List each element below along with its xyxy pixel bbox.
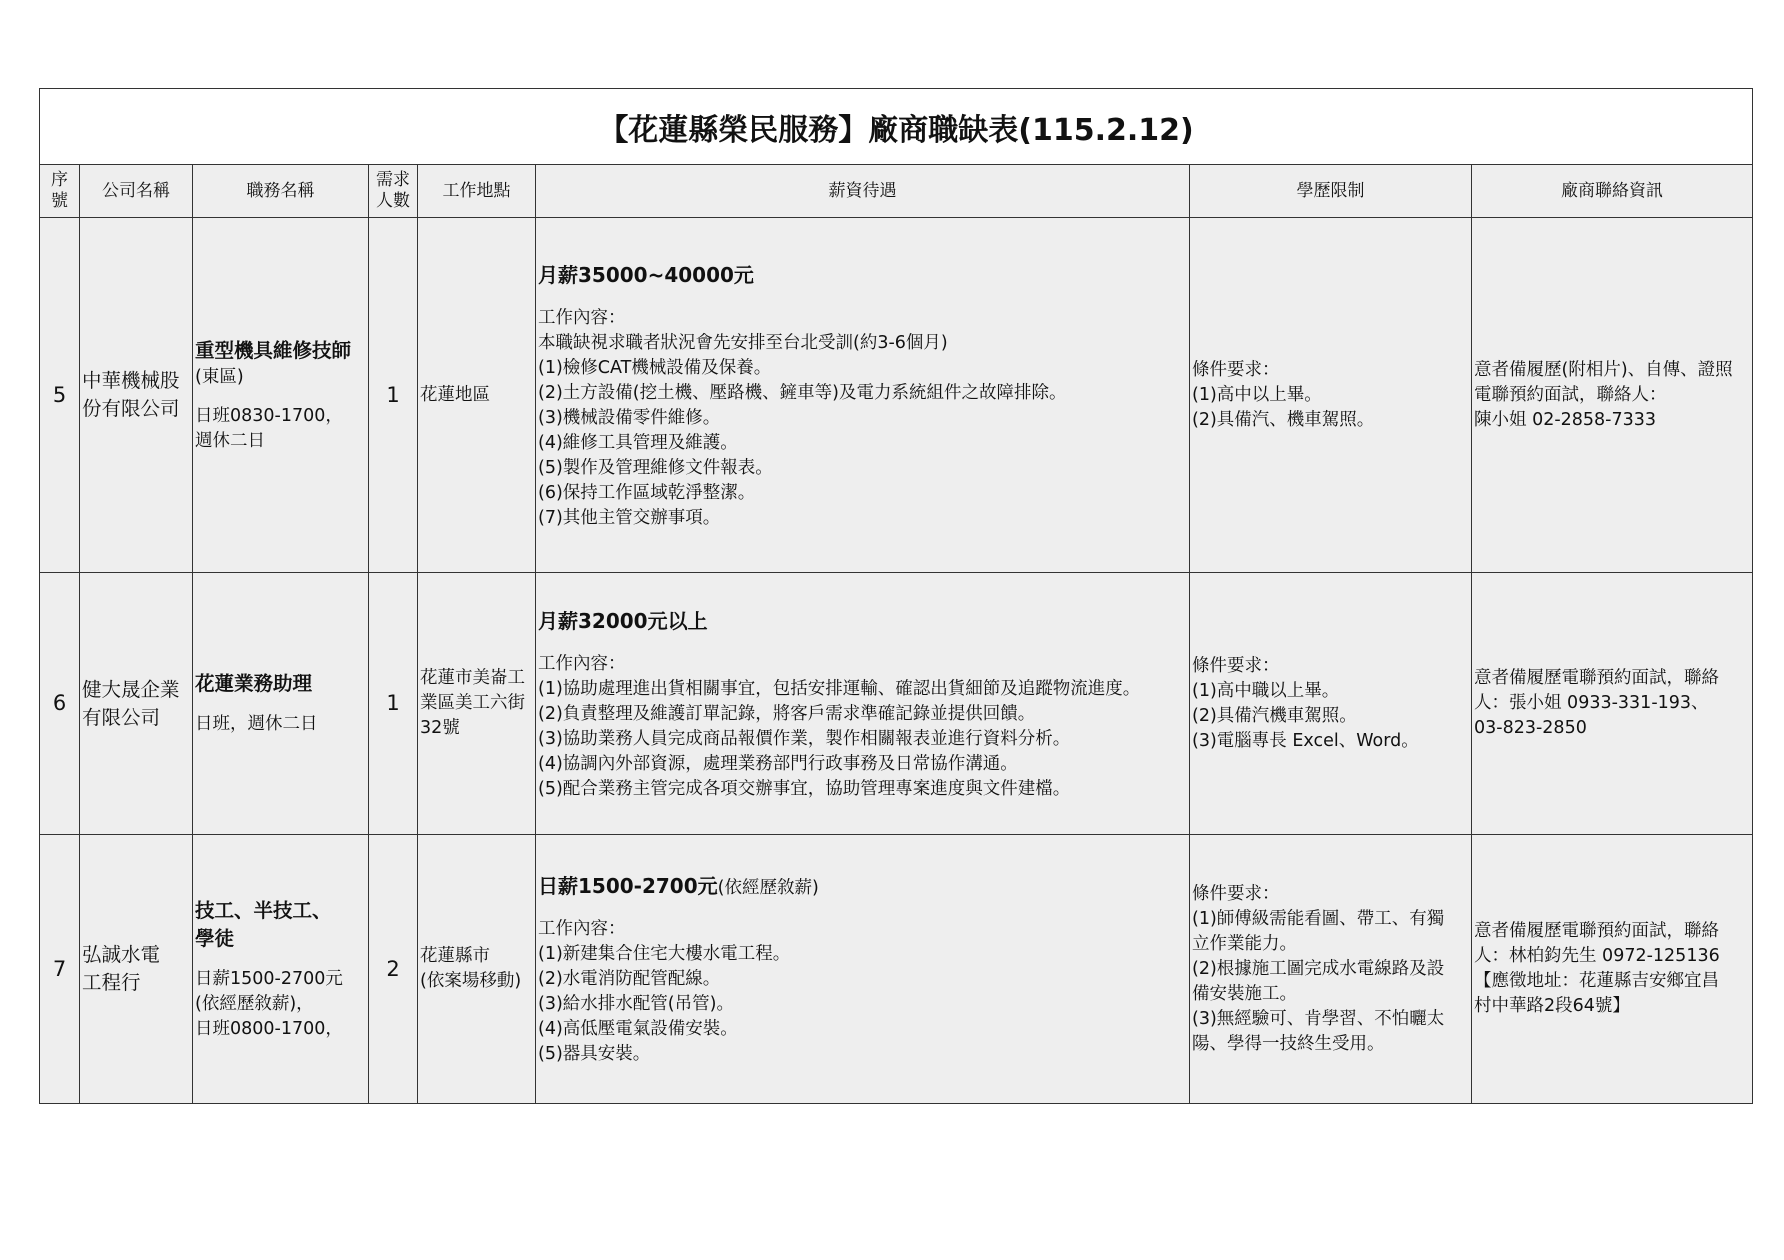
work-location xyxy=(418,835,536,1104)
text-line: 人：張小姐 0933-331-193、 xyxy=(1474,693,1709,713)
work-location xyxy=(418,573,536,835)
text-line: 花蓮縣市 xyxy=(420,946,490,966)
job-rows xyxy=(40,218,1753,1104)
company-name xyxy=(80,573,193,835)
text-line: (依經歷敘薪)， xyxy=(195,993,314,1014)
header-education: 學歷限制 xyxy=(1190,165,1472,218)
company-name xyxy=(80,835,193,1104)
header-company: 公司名稱 xyxy=(80,165,193,218)
salary-amount: 日薪1500-2700元 xyxy=(538,874,718,898)
salary-details xyxy=(536,835,1190,1104)
text-line: 本職缺視求職者狀況會先安排至台北受訓(約3-6個月) xyxy=(538,332,948,353)
text-line: (7)其他主管交辦事項。 xyxy=(538,507,721,528)
header-num: 序 號 xyxy=(40,165,80,218)
contact-info xyxy=(1472,573,1753,835)
table-row xyxy=(40,573,1753,835)
job-name xyxy=(193,573,369,835)
text-line: (依案場移動) xyxy=(420,971,522,991)
salary-amount: 月薪32000元以上 xyxy=(538,608,708,633)
text-line: (2)負責整理及維護訂單記錄，將客戶需求準確記錄並提供回饋。 xyxy=(538,703,1036,724)
salary-note: (依經歷敘薪) xyxy=(717,878,819,898)
job-vacancy-table xyxy=(39,88,1753,1104)
text-line: (2)土方設備(挖土機、壓路機、鏟車等)及電力系統組件之故障排除。 xyxy=(538,382,1067,403)
header-count: 需求 人數 xyxy=(369,165,418,218)
text-line: 日班，週休二日 xyxy=(195,714,318,734)
text-line: 份有限公司 xyxy=(82,397,180,420)
job-name xyxy=(193,835,369,1104)
text-line: (4)高低壓電氣設備安裝。 xyxy=(538,1019,738,1039)
text-line: 弘誠水電 xyxy=(82,943,161,966)
text-line: 電聯預約面試，聯絡人： xyxy=(1474,384,1667,405)
duties-label: 工作內容： xyxy=(538,653,626,674)
text-line: 陽、學得一技終生受用。 xyxy=(1192,1033,1385,1054)
text-line: (3)協助業務人員完成商品報價作業，製作相關報表並進行資料分析。 xyxy=(538,728,1071,749)
header-row xyxy=(40,165,1753,218)
text-line: 業區美工六街 xyxy=(420,693,525,713)
text-line: (3)電腦專長 Excel、Word。 xyxy=(1192,730,1419,751)
text-line: 週休二日 xyxy=(195,430,265,451)
text-line: 工程行 xyxy=(82,971,141,994)
text-line: (3)給水排水配管(吊管)。 xyxy=(538,994,734,1014)
headcount: 1 xyxy=(369,573,418,835)
text-line: (2)具備汽機車駕照。 xyxy=(1192,705,1357,726)
text-line: (1)師傅級需能看圖、帶工、有獨 xyxy=(1192,908,1445,929)
text-line: 意者備履歷電聯預約面試，聯絡 xyxy=(1474,921,1719,941)
duties-label: 工作內容： xyxy=(538,919,626,939)
text-line: 日班0800-1700， xyxy=(195,1018,343,1039)
text-line: 32號 xyxy=(420,718,460,738)
text-line: (5)製作及管理維修文件報表。 xyxy=(538,457,773,478)
text-line: (4)維修工具管理及維護。 xyxy=(538,432,738,453)
education-requirements xyxy=(1190,573,1472,835)
text-line: 有限公司 xyxy=(82,705,161,729)
company-name xyxy=(80,218,193,573)
text-line: (1)高中以上畢。 xyxy=(1192,384,1322,405)
text-line: (2)根據施工圖完成水電線路及設 xyxy=(1192,958,1445,979)
header-job: 職務名稱 xyxy=(193,165,369,218)
text-line: 日薪1500-2700元 xyxy=(195,968,343,989)
header-contact: 廠商聯絡資訊 xyxy=(1472,165,1753,218)
page-title: 【花蓮縣榮民服務】廠商職缺表(115.2.12) xyxy=(40,89,1753,165)
text-line: 條件要求： xyxy=(1192,359,1280,380)
text-line: 備安裝施工。 xyxy=(1192,983,1297,1004)
text-line: (3)機械設備零件維修。 xyxy=(538,407,721,428)
header-location: 工作地點 xyxy=(418,165,536,218)
text-line: (5)配合業務主管完成各項交辦事宜，協助管理專案進度與文件建檔。 xyxy=(538,778,1071,799)
text-line: (1)檢修CAT機械設備及保養。 xyxy=(538,357,772,378)
text-line: 立作業能力。 xyxy=(1192,933,1297,954)
headcount: 2 xyxy=(369,835,418,1104)
header-salary: 薪資待遇 xyxy=(536,165,1190,218)
text-line: (5)器具安裝。 xyxy=(538,1044,651,1064)
duties-label: 工作內容： xyxy=(538,307,626,328)
text-line: 重型機具維修技師 xyxy=(195,338,352,362)
text-line: 【應徵地址：花蓮縣吉安鄉宜昌 xyxy=(1474,971,1719,991)
row-number: 5 xyxy=(40,218,80,573)
contact-info xyxy=(1472,835,1753,1104)
text-line: (1)新建集合住宅大樓水電工程。 xyxy=(538,944,791,964)
text-line: 技工、半技工、 xyxy=(195,898,332,922)
text-line: 日班0830-1700， xyxy=(195,405,343,426)
salary-details xyxy=(536,218,1190,573)
text-line: 條件要求： xyxy=(1192,655,1280,676)
text-line: (2)水電消防配管配線。 xyxy=(538,969,721,989)
text-line: 中華機械股 xyxy=(82,369,180,392)
row-number: 7 xyxy=(40,835,80,1104)
text-line: 條件要求： xyxy=(1192,883,1280,904)
text-line: 意者備履歷電聯預約面試，聯絡 xyxy=(1474,668,1719,688)
text-line: 村中華路2段64號】 xyxy=(1474,996,1630,1016)
text-line: 花蓮地區 xyxy=(420,384,490,405)
contact-info xyxy=(1472,218,1753,573)
text-line: (3)無經驗可、肯學習、不怕曬太 xyxy=(1192,1008,1445,1029)
text-line: 學徒 xyxy=(195,926,235,950)
education-requirements xyxy=(1190,218,1472,573)
education-requirements xyxy=(1190,835,1472,1104)
table-row xyxy=(40,835,1753,1104)
table-row xyxy=(40,218,1753,573)
text-line: (東區) xyxy=(195,366,244,387)
text-line: (6)保持工作區域乾淨整潔。 xyxy=(538,482,756,503)
text-line: 03-823-2850 xyxy=(1474,718,1587,738)
text-line: 花蓮市美崙工 xyxy=(420,668,525,688)
work-location xyxy=(418,218,536,573)
salary-details xyxy=(536,573,1190,835)
text-line: (2)具備汽、機車駕照。 xyxy=(1192,409,1375,430)
text-line: 花蓮業務助理 xyxy=(195,672,313,695)
headcount: 1 xyxy=(369,218,418,573)
text-line: (1)協助處理進出貨相關事宜，包括安排運輸、確認出貨細節及追蹤物流進度。 xyxy=(538,678,1141,699)
job-name xyxy=(193,218,369,573)
row-number: 6 xyxy=(40,573,80,835)
text-line: 陳小姐 02-2858-7333 xyxy=(1474,409,1657,430)
text-line: (1)高中職以上畢。 xyxy=(1192,680,1340,701)
salary-amount: 月薪35000~40000元 xyxy=(538,262,754,287)
text-line: 意者備履歷(附相片)、自傳、證照 xyxy=(1474,359,1733,380)
text-line: (4)協調內外部資源，處理業務部門行政事務及日常協作溝通。 xyxy=(538,753,1018,774)
text-line: 健大晟企業 xyxy=(82,677,180,701)
text-line: 人：林柏鈞先生 0972-125136 xyxy=(1474,946,1720,966)
